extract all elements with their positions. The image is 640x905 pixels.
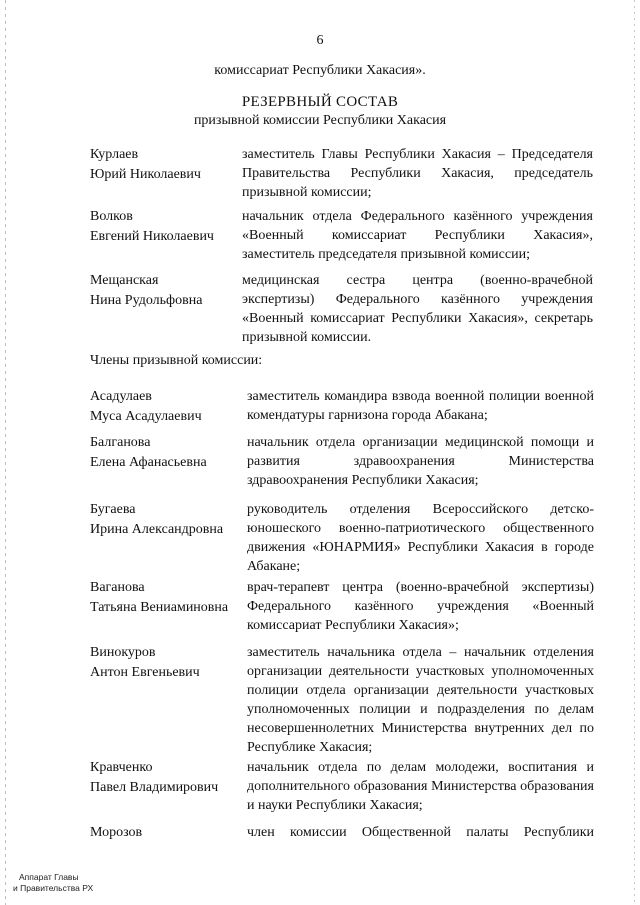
position-description: член комиссии Общественной палаты Республики xyxy=(247,825,594,840)
person-name xyxy=(90,758,240,798)
position-description: начальник отдела организации медицинской помощи и развития здравоохранения Министерства здравоохранения Республики Хакасия; xyxy=(247,435,594,488)
given-names: Татьяна Вениаминовна xyxy=(90,600,229,615)
position-description: заместитель начальника отдела – начальник отделения организации деятельности участковых уполномоченных полиции отдела организации деятельности участковых уполномоченных полиции и подразделения по делам несовершеннолетних Министерства внутренних дел по Республике Хакасия; xyxy=(247,645,594,755)
surname: Морозов xyxy=(90,825,143,840)
surname: Винокуров xyxy=(90,645,156,660)
document-subtitle: призывной комиссии Республики Хакасия xyxy=(193,113,447,128)
position-description: руководитель отделения Всероссийского детско-юношеского военно-патриотического общественного движения «ЮНАРМИЯ» Республики Хакасия в городе Абакане; xyxy=(247,502,594,574)
position-description: медицинская сестра центра (военно-врачебной экспертизы) Федерального казённого учреждения «Военный комиссариат Республики Хакасия», секретарь призывной комиссии. xyxy=(242,273,593,345)
given-names: Муса Асадулаевич xyxy=(90,409,202,424)
person-name xyxy=(90,643,240,683)
person-name xyxy=(90,271,240,311)
given-names: Юрий Николаевич xyxy=(90,167,201,182)
page-edge-right xyxy=(634,0,635,905)
surname: Бугаева xyxy=(90,502,136,517)
members-heading: Члены призывной комиссии: xyxy=(90,353,263,368)
page-edge-left xyxy=(5,0,6,905)
person-name xyxy=(90,387,240,427)
position-description: начальник отдела по делам молодежи, воспитания и дополнительного образования Министерства образования и науки Республики Хакасия; xyxy=(247,760,594,813)
given-names: Нина Рудольфовна xyxy=(90,293,203,308)
surname: Волков xyxy=(90,209,133,224)
person-name xyxy=(90,500,240,540)
given-names: Ирина Александровна xyxy=(90,522,224,537)
given-names: Антон Евгеньевич xyxy=(90,665,200,680)
position-description: врач-терапевт центра (военно-врачебной экспертизы) Федерального казённого учреждения «Военный комиссариат Республики Хакасия»; xyxy=(247,580,594,633)
person-name xyxy=(90,207,240,247)
person-name xyxy=(90,578,240,618)
surname: Балганова xyxy=(90,435,151,450)
position-description: заместитель командира взвода военной полиции военной комендатуры гарнизона города Абакана; xyxy=(247,389,594,423)
stamp-line: Аппарат Главы xyxy=(19,872,79,882)
person-name xyxy=(90,145,240,185)
surname: Кравченко xyxy=(90,760,153,775)
position-description: начальник отдела Федерального казённого учреждения «Военный комиссариат Республики Хакасия», заместитель председателя призывной комиссии; xyxy=(242,209,593,262)
continuation-text: комиссариат Республики Хакасия». xyxy=(214,63,426,78)
stamp-line: и Правительства РХ xyxy=(13,883,94,893)
given-names: Елена Афанасьевна xyxy=(90,455,207,470)
person-name xyxy=(90,433,240,473)
surname: Курлаев xyxy=(90,147,139,162)
office-stamp xyxy=(13,872,93,894)
surname: Ваганова xyxy=(90,580,145,595)
position-description: заместитель Главы Республики Хакасия – Председателя Правительства Республики Хакасия, председатель призывной комиссии; xyxy=(242,147,593,200)
given-names: Евгений Николаевич xyxy=(90,229,214,244)
document-title: РЕЗЕРВНЫЙ СОСТАВ xyxy=(241,94,399,110)
person-name xyxy=(90,823,240,843)
given-names: Павел Владимирович xyxy=(90,780,219,795)
surname: Мещанская xyxy=(90,273,159,288)
surname: Асадулаев xyxy=(90,389,152,404)
page-number: 6 xyxy=(316,33,324,48)
